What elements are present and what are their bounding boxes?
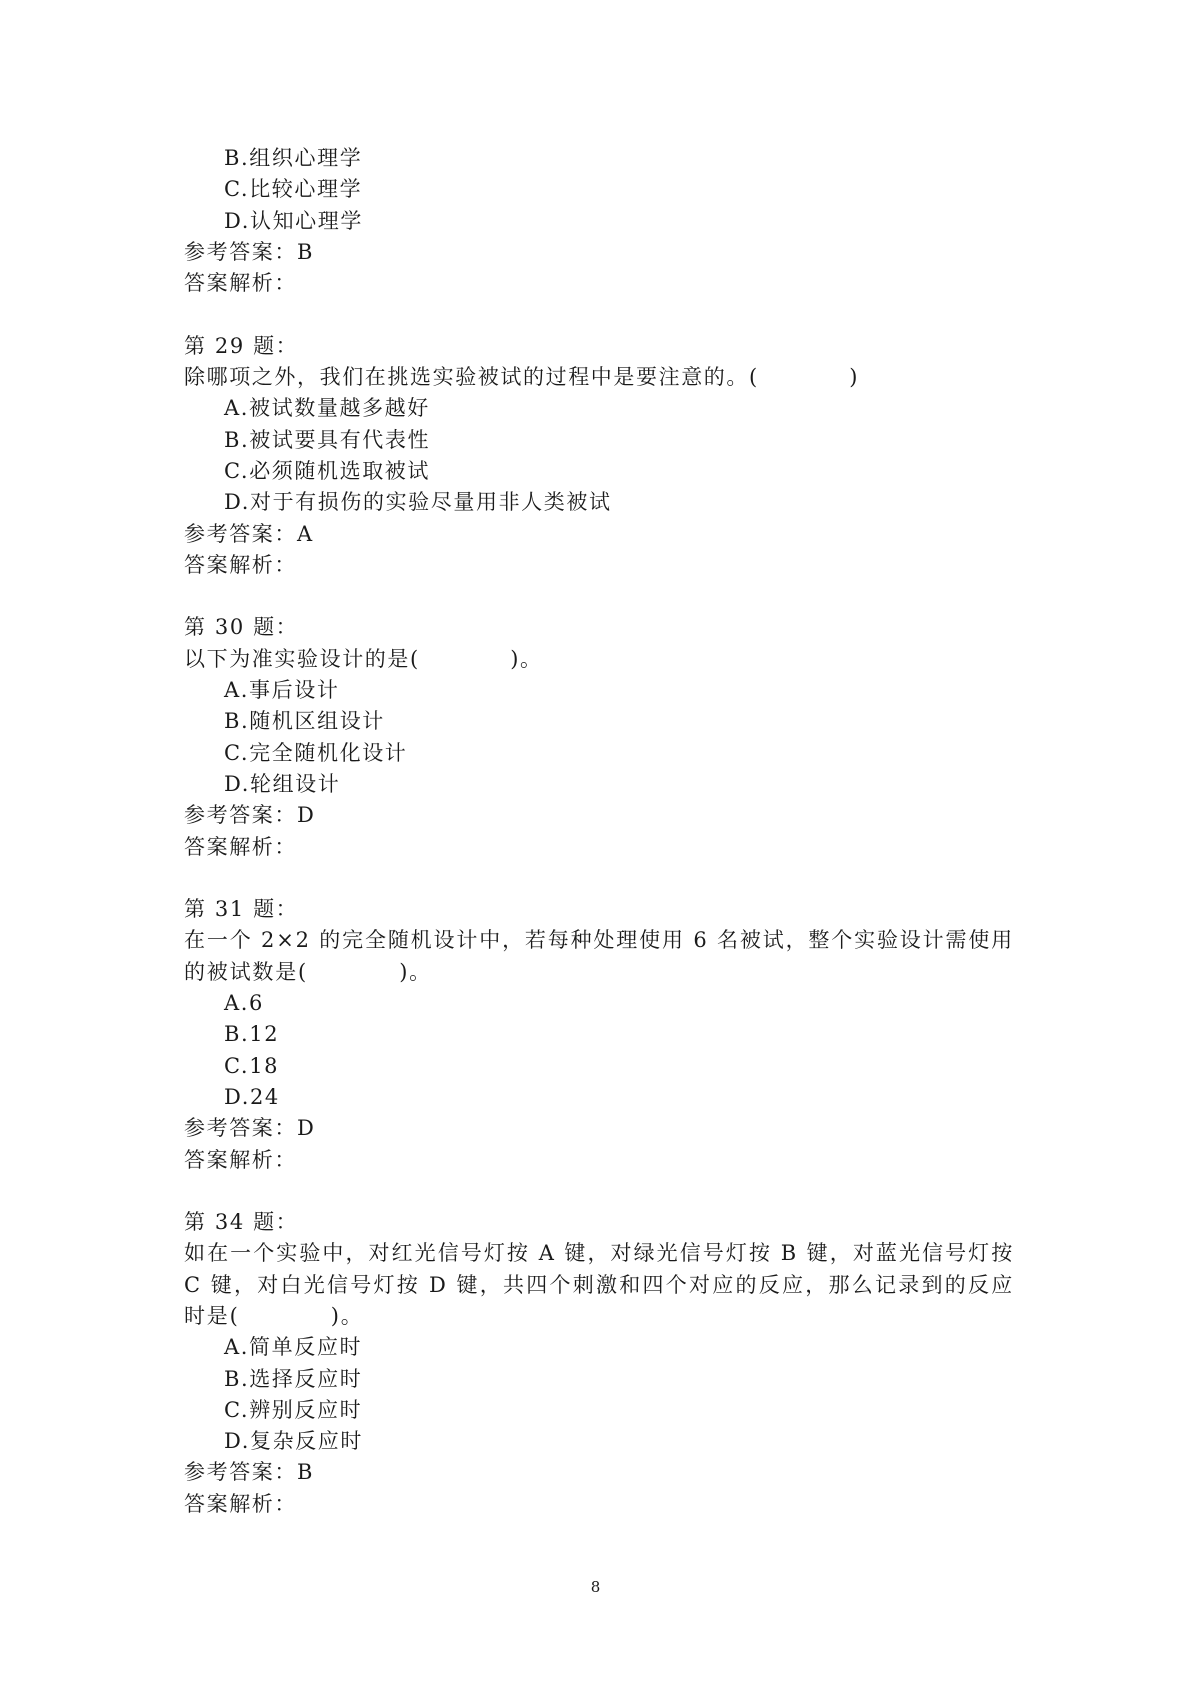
reference-answer: 参考答案：D: [184, 1116, 316, 1141]
reference-answer: 参考答案：B: [184, 239, 315, 264]
option-a: A.被试数量越多越好: [224, 396, 430, 421]
option-c: C.比较心理学: [224, 177, 363, 202]
page-number: 8: [590, 1578, 601, 1596]
prev-question-block: [184, 143, 1014, 299]
question-block: [184, 612, 1014, 862]
reference-answer: 参考答案：B: [184, 1460, 315, 1485]
option-b: B.12: [224, 1022, 280, 1047]
spacer: [184, 299, 1014, 330]
question-number: 第 31 题：: [184, 897, 299, 922]
option-c: C.完全随机化设计: [224, 740, 408, 765]
answer-analysis: 答案解析：: [184, 552, 297, 577]
question-number: 第 30 题：: [184, 615, 299, 640]
question-block: [184, 1207, 1014, 1520]
page-content: [184, 143, 1014, 1520]
question-stem: 如在一个实验中，对红光信号灯按 A 键，对绿光信号灯按 B 键，对蓝光信号灯按 C 键，对白光信号灯按 D 键，共四个刺激和四个对应的反应，那么记录到的反应时是( )。: [184, 1241, 1014, 1328]
option-a: A.事后设计: [224, 678, 340, 703]
question-block: [184, 894, 1014, 1176]
question-number: 第 29 题：: [184, 333, 299, 358]
reference-answer: 参考答案：A: [184, 521, 314, 546]
option-b: B.被试要具有代表性: [224, 427, 431, 452]
option-d: D.轮组设计: [224, 771, 341, 796]
question-stem: 以下为准实验设计的是( )。: [184, 646, 543, 671]
option-c: C.辨别反应时: [224, 1397, 363, 1422]
option-c: C.18: [224, 1053, 280, 1078]
spacer: [184, 1176, 1014, 1207]
spacer: [184, 863, 1014, 894]
option-d: D.复杂反应时: [224, 1429, 363, 1454]
option-b: B.选择反应时: [224, 1366, 363, 1391]
option-c: C.必须随机选取被试: [224, 458, 430, 483]
option-d: D.24: [224, 1084, 280, 1109]
reference-answer: 参考答案：D: [184, 803, 316, 828]
question-stem: 在一个 2×2 的完全随机设计中，若每种处理使用 6 名被试，整个实验设计需使用的被试数是( )。: [184, 928, 1014, 984]
option-a: A.6: [224, 991, 265, 1016]
answer-analysis: 答案解析：: [184, 1491, 297, 1516]
option-d: D.对于有损伤的实验尽量用非人类被试: [224, 490, 612, 515]
answer-analysis: 答案解析：: [184, 834, 297, 859]
option-b: B.随机区组设计: [224, 709, 385, 734]
answer-analysis: 答案解析：: [184, 1147, 297, 1172]
spacer: [184, 581, 1014, 612]
option-a: A.简单反应时: [224, 1335, 363, 1360]
question-number: 第 34 题：: [184, 1210, 299, 1235]
option-b: B.组织心理学: [224, 146, 363, 170]
question-stem: 除哪项之外，我们在挑选实验被试的过程中是要注意的。( ): [184, 365, 859, 390]
question-block: [184, 331, 1014, 581]
option-d: D.认知心理学: [224, 208, 363, 233]
answer-analysis: 答案解析：: [184, 271, 297, 296]
